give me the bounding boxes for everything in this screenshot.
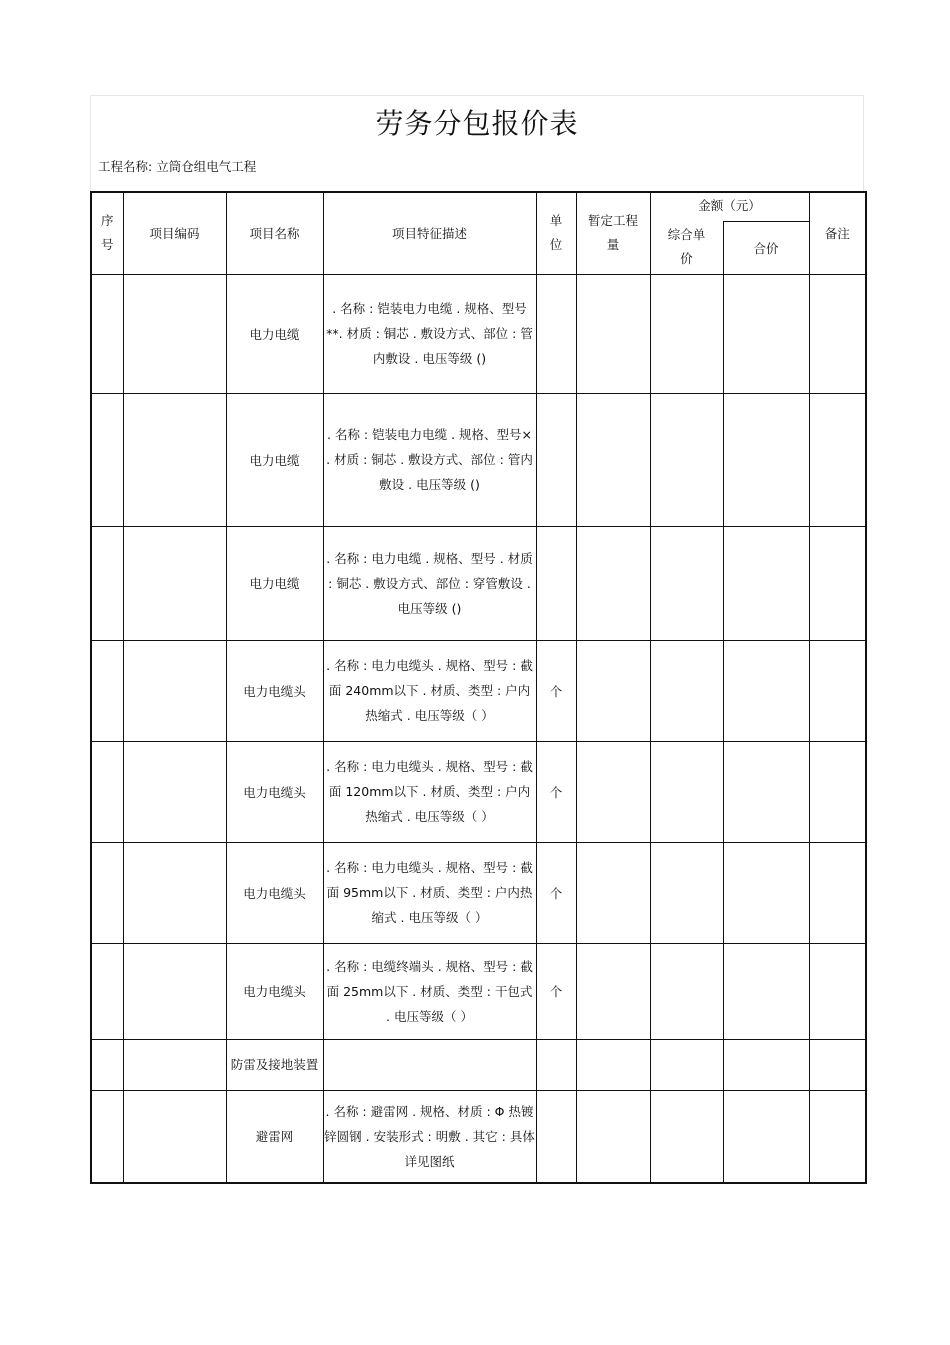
cell-qty	[576, 1090, 650, 1183]
cell-qty	[576, 640, 650, 741]
cell-remark	[809, 741, 866, 842]
table-row	[91, 741, 866, 842]
cell-seq	[91, 943, 123, 1039]
cell-name: 电力电缆头	[226, 640, 323, 741]
cell-name: 电力电缆头	[226, 842, 323, 943]
cell-seq	[91, 526, 123, 640]
table-header	[91, 192, 866, 274]
cell-seq	[91, 640, 123, 741]
cell-name: 防雷及接地装置	[226, 1039, 323, 1090]
project-line	[98, 157, 256, 175]
cell-code	[123, 741, 226, 842]
header-code: 项目编码	[123, 192, 226, 274]
header-name: 项目名称	[226, 192, 323, 274]
cell-unit	[536, 526, 576, 640]
quotation-table	[90, 191, 867, 1184]
cell-qty	[576, 943, 650, 1039]
cell-unit: 个	[536, 741, 576, 842]
page-title: 劳务分包报价表	[375, 107, 579, 140]
cell-remark	[809, 1039, 866, 1090]
cell-name: 避雷网	[226, 1090, 323, 1183]
cell-unit-price	[650, 640, 723, 741]
cell-total	[723, 526, 809, 640]
cell-total	[723, 274, 809, 393]
cell-unit-price	[650, 842, 723, 943]
cell-unit	[536, 1039, 576, 1090]
header-total: 合价	[723, 221, 809, 274]
cell-code	[123, 1090, 226, 1183]
cell-remark	[809, 1090, 866, 1183]
cell-qty	[576, 842, 650, 943]
table-row	[91, 1090, 866, 1183]
table-row	[91, 1039, 866, 1090]
cell-remark	[809, 274, 866, 393]
project-name: 立筒仓组电气工程	[156, 159, 257, 174]
cell-name: 电力电缆	[226, 526, 323, 640]
cell-unit	[536, 1090, 576, 1183]
cell-desc: . 名称 : 电力电缆头 . 规格、型号 : 截面 240mm以下 . 材质、类型 : 户内热缩式 . 电压等级（ ）	[323, 640, 536, 741]
cell-unit: 个	[536, 943, 576, 1039]
cell-seq	[91, 842, 123, 943]
cell-total	[723, 1039, 809, 1090]
cell-seq	[91, 393, 123, 526]
cell-qty	[576, 741, 650, 842]
table-row	[91, 842, 866, 943]
header-desc: 项目特征描述	[323, 192, 536, 274]
cell-name: 电力电缆头	[226, 943, 323, 1039]
cell-unit: 个	[536, 640, 576, 741]
cell-total	[723, 640, 809, 741]
cell-remark	[809, 393, 866, 526]
cell-desc: . 名称 : 铠装电力电缆 . 规格、型号 **. 材质 : 铜芯 . 敷设方式、部位 : 管内敷设 . 电压等级 ()	[323, 274, 536, 393]
cell-total	[723, 1090, 809, 1183]
cell-seq	[91, 741, 123, 842]
cell-unit	[536, 274, 576, 393]
cell-code	[123, 842, 226, 943]
cell-total	[723, 741, 809, 842]
cell-desc: . 名称 : 避雷网 . 规格、材质 : Φ 热镀锌圆钢 . 安装形式 : 明敷 . 其它 : 具体详见图纸	[323, 1090, 536, 1183]
cell-desc: . 名称 : 电缆终端头 . 规格、型号 : 截面 25mm以下 . 材质、类型 : 干包式 . 电压等级（ ）	[323, 943, 536, 1039]
cell-remark	[809, 640, 866, 741]
cell-unit-price	[650, 1039, 723, 1090]
cell-code	[123, 943, 226, 1039]
cell-qty	[576, 393, 650, 526]
cell-unit-price	[650, 274, 723, 393]
cell-qty	[576, 1039, 650, 1090]
cell-total	[723, 393, 809, 526]
cell-qty	[576, 526, 650, 640]
header-seq: 序号	[91, 192, 123, 274]
cell-name: 电力电缆	[226, 274, 323, 393]
cell-seq	[91, 1039, 123, 1090]
header-amount: 金额（元）	[650, 192, 809, 221]
cell-remark	[809, 526, 866, 640]
cell-desc: . 名称 : 电力电缆 . 规格、型号 . 材质 : 铜芯 . 敷设方式、部位 : 穿管敷设 . 电压等级 ()	[323, 526, 536, 640]
project-label: 工程名称:	[98, 159, 153, 174]
sheet-header	[90, 95, 864, 191]
cell-name: 电力电缆头	[226, 741, 323, 842]
cell-unit-price	[650, 393, 723, 526]
cell-seq	[91, 1090, 123, 1183]
cell-remark	[809, 842, 866, 943]
cell-desc: . 名称 : 电力电缆头 . 规格、型号 : 截面 95mm以下 . 材质、类型 : 户内热缩式 . 电压等级（ ）	[323, 842, 536, 943]
table-row	[91, 393, 866, 526]
cell-code	[123, 640, 226, 741]
cell-unit: 个	[536, 842, 576, 943]
cell-desc	[323, 1039, 536, 1090]
cell-name: 电力电缆	[226, 393, 323, 526]
table-row	[91, 526, 866, 640]
cell-desc: . 名称 : 电力电缆头 . 规格、型号 : 截面 120mm以下 . 材质、类型 : 户内热缩式 . 电压等级（ ）	[323, 741, 536, 842]
cell-unit-price	[650, 741, 723, 842]
cell-seq	[91, 274, 123, 393]
cell-code	[123, 393, 226, 526]
cell-code	[123, 526, 226, 640]
cell-qty	[576, 274, 650, 393]
cell-remark	[809, 943, 866, 1039]
table-row	[91, 274, 866, 393]
header-remark: 备注	[809, 192, 866, 274]
cell-total	[723, 842, 809, 943]
cell-unit	[536, 393, 576, 526]
cell-code	[123, 1039, 226, 1090]
cell-unit-price	[650, 526, 723, 640]
header-unit: 单位	[536, 192, 576, 274]
cell-desc: . 名称 : 铠装电力电缆 . 规格、型号× . 材质 : 铜芯 . 敷设方式、部位 : 管内敷设 . 电压等级 ()	[323, 393, 536, 526]
header-qty: 暂定工程量	[576, 192, 650, 274]
cell-total	[723, 943, 809, 1039]
table-body	[91, 274, 866, 1183]
cell-code	[123, 274, 226, 393]
table-row	[91, 640, 866, 741]
table-row	[91, 943, 866, 1039]
cell-unit-price	[650, 943, 723, 1039]
cell-unit-price	[650, 1090, 723, 1183]
header-unit-price: 综合单价	[650, 221, 723, 274]
